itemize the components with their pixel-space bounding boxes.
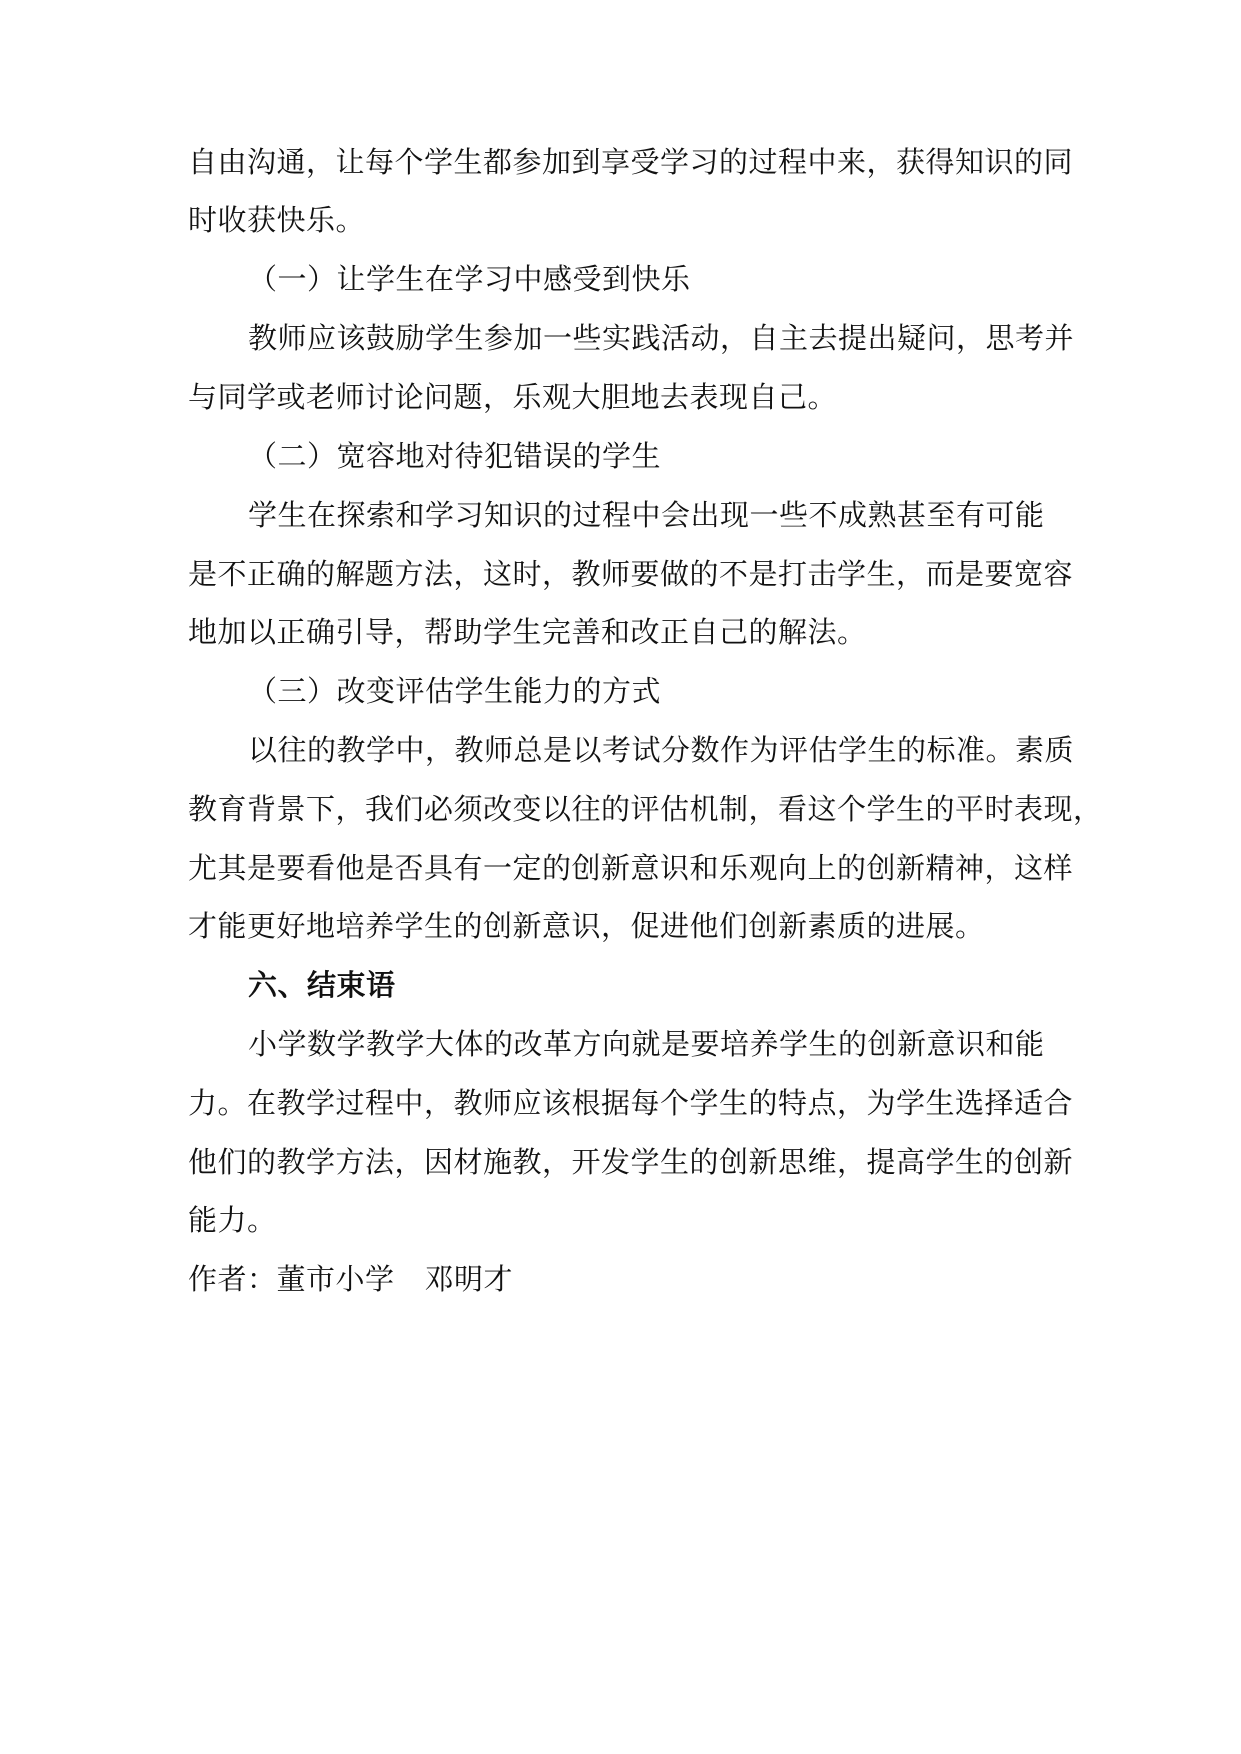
body-text-line: 地加以正确引导，帮助学生完善和改正自己的解法。 (188, 615, 867, 649)
author-line (188, 1259, 1058, 1299)
body-text-line: 他们的教学方法，因材施教，开发学生的创新思维，提高学生的创新 (188, 1145, 1074, 1179)
body-text-line: 学生在探索和学习知识的过程中会出现一些不成熟甚至有可能 (248, 498, 1045, 532)
author-name: 邓明才 (424, 1262, 514, 1296)
body-text-line: 时收获快乐。 (188, 203, 366, 237)
author-school: 董市小学 (276, 1262, 395, 1296)
body-text-line: 教师应该鼓励学生参加一些实践活动，自主去提出疑问，思考并 (248, 321, 1075, 355)
conclusion-heading: 六、结束语 (248, 968, 396, 1002)
body-text-line: 能力。 (188, 1203, 277, 1237)
section-heading-3: （三）改变评估学生能力的方式 (248, 674, 662, 708)
body-text-line: 小学数学教学大体的改革方向就是要培养学生的创新意识和能 (248, 1027, 1045, 1061)
body-text-line: 力。在教学过程中，教师应该根据每个学生的特点，为学生选择适合 (188, 1086, 1074, 1120)
body-text-line: 教育背景下，我们必须改变以往的评估机制，看这个学生的平时表现， (188, 792, 1103, 826)
body-text-line: 才能更好地培养学生的创新意识，促进他们创新素质的进展。 (188, 909, 985, 943)
body-text-line: 尤其是要看他是否具有一定的创新意识和乐观向上的创新精神，这样 (188, 851, 1074, 885)
section-heading-2: （二）宽容地对待犯错误的学生 (248, 439, 662, 473)
body-text-line: 是不正确的解题方法，这时，教师要做的不是打击学生，而是要宽容 (188, 557, 1074, 591)
author-label: 作者： (188, 1262, 277, 1296)
body-text-line: 以往的教学中，教师总是以考试分数作为评估学生的标准。素质 (248, 733, 1075, 767)
body-text-line: 自由沟通，让每个学生都参加到享受学习的过程中来，获得知识的同 (188, 145, 1074, 179)
section-heading-1: （一）让学生在学习中感受到快乐 (248, 262, 691, 296)
body-text-line: 与同学或老师讨论问题，乐观大胆地去表现自己。 (188, 380, 838, 414)
